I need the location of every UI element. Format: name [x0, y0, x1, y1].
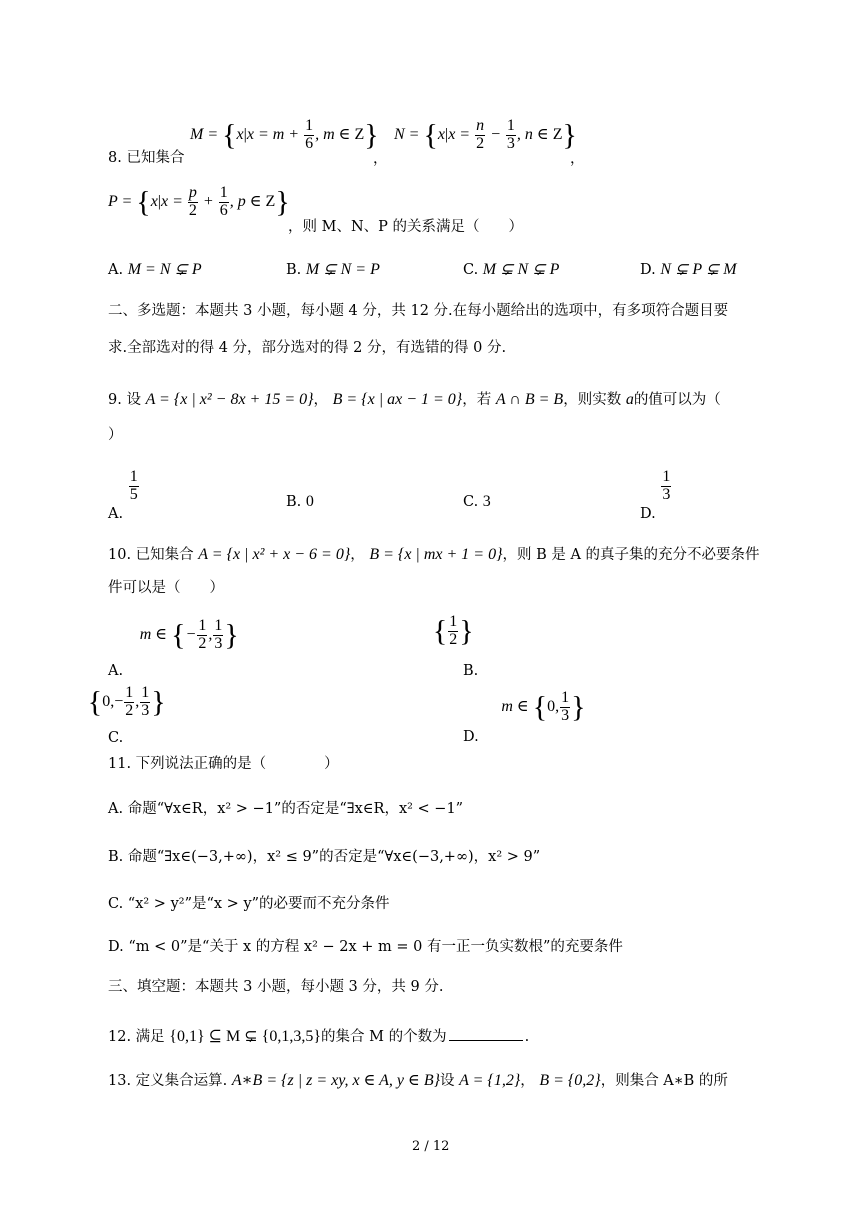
q9-stem: 9. 设 A = {x | x² − 8x + 15 = 0}， B = {x | ax − 1 = 0}，若 A ∩ B = B，则实数 a的值可以为（ [108, 391, 721, 408]
q8-option-a: A. M = N ⊊ P [108, 261, 202, 278]
page-number: 2 / 12 [412, 1139, 450, 1154]
q11-option-a: A. 命题“∀x∈R，x² > −1”的否定是“∃x∈R，x² < −1” [108, 801, 464, 817]
q13-stem: 13. 定义集合运算. A∗B = {z | z = xy, x ∈ A, y ∈ B}设 A = {1,2}， B = {0,2}，则集合 A∗B 的所 [108, 1072, 728, 1089]
q9-option-b: B. 0 [286, 493, 314, 510]
q11-option-b: B. 命题“∃x∈(−3,+∞)，x² ≤ 9”的否定是“∀x∈(−3,+∞)，x² > 9” [108, 849, 541, 865]
q9-option-d: D. $\frac{1}{3}$ [640, 468, 671, 523]
q12-stem: 12. 满足 {0,1} ⊆ M ⊊ {0,1,3,5}的集合 M 的个数为 . [108, 1028, 530, 1045]
q9-close: ） [108, 427, 123, 443]
q10-option-a: A. m ∈ {− $\frac{1}{2}$ , $\frac{1}{3}$ } [108, 617, 239, 679]
q10-option-d: D. m ∈ {0, $\frac{1}{3}$ } [463, 689, 586, 745]
q10-option-c: C. {0,− $\frac{1}{2}$ , $\frac{1}{3}$ } [87, 684, 166, 746]
q9-option-c: C. 3 [463, 493, 491, 510]
q12-answer-blank[interactable] [449, 1040, 523, 1041]
q10-line2: 件可以是（ ） [108, 580, 224, 596]
q10-option-b: B. { $\frac{1}{2}$ } [432, 613, 479, 679]
q8-stem: 8. 已知集合 [108, 150, 185, 166]
q8-option-d: D. N ⊊ P ⊊ M [640, 261, 737, 278]
q11-option-c: C. “x² > y²”是“x > y”的必要而不充分条件 [108, 896, 390, 912]
q11-stem: 11. 下列说法正确的是（ ） [108, 756, 339, 772]
q10-stem: 10. 已知集合 A = {x | x² + x − 6 = 0}， B = {x | mx + 1 = 0}，则 B 是 A 的真子集的充分不必要条件 [108, 546, 760, 563]
q8-option-b: B. M ⊊ N = P [286, 261, 380, 278]
q8-set-N: N = {x|x = $\frac{n}{2}$ − $\frac{1}{3}$ , n ∈ Z} [394, 117, 577, 152]
section2-header-cont: 求.全部选对的得 4 分，部分选对的得 2 分，有选错的得 0 分. [108, 340, 507, 356]
q8-option-c: C. M ⊊ N ⊊ P [463, 261, 560, 278]
q9-option-a: A. $\frac{1}{5}$ [108, 468, 138, 523]
q8-set-M: M = {x|x = m + $\frac{1}{6}$ , m ∈ Z} [190, 117, 379, 152]
q8-tail: ，则 M、N、P 的关系满足（ ） [288, 219, 524, 235]
section2-header: 二、多选题：本题共 3 小题，每小题 4 分，共 12 分.在每小题给出的选项中，有多项符合题目要 [108, 303, 729, 319]
q11-option-d: D. “m < 0”是“关于 x 的方程 x² − 2x + m = 0 有一正一负实数根”的充要条件 [108, 939, 623, 955]
q8-set-P: P = {x|x = $\frac{p}{2}$ + $\frac{1}{6}$ , p ∈ Z} [108, 184, 290, 219]
section3-header: 三、填空题：本题共 3 小题，每小题 3 分，共 9 分. [108, 979, 444, 995]
